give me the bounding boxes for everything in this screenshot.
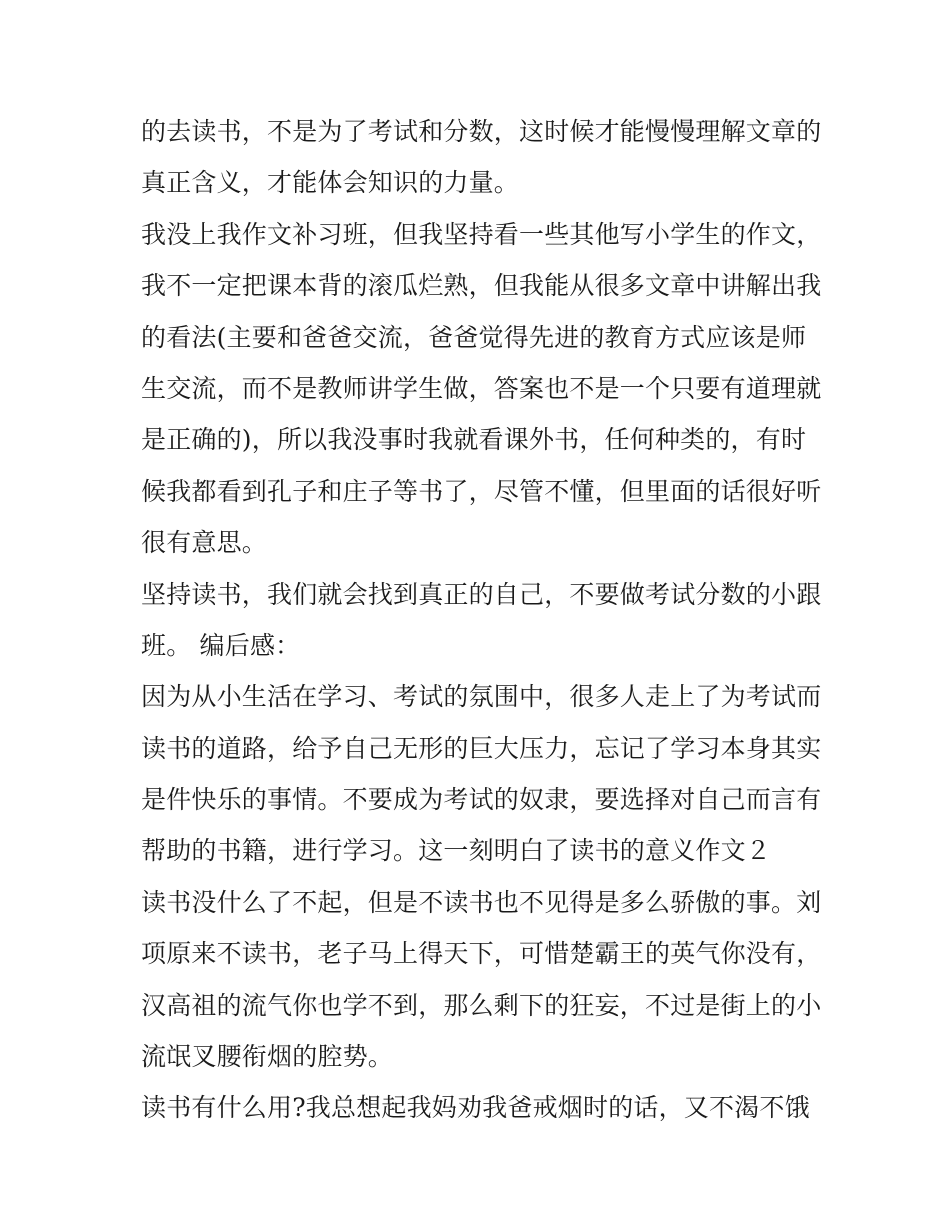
text-line: 坚持读书，我们就会找到真正的自己，不要做考试分数的小跟 [141,579,822,609]
text-line: 流氓叉腰衔烟的腔势。 [141,1042,394,1072]
text-line: 读书有什么用?我总想起我妈劝我爸戒烟时的话，又不渴不饿 [141,1093,810,1123]
text-line: 很有意思。 [141,528,268,558]
document-body [141,106,821,1134]
text-line: 项原来不读书，老子马上得天下，可惜楚霸王的英气你没有， [141,939,822,969]
text-line: 帮助的书籍，进行学习。这一刻明白了读书的意义作文２ [141,836,772,866]
text-line: 真正含义，才能体会知识的力量。 [141,168,520,198]
text-line: 读书的道路，给予自己无形的巨大压力，忘记了学习本身其实 [141,733,822,763]
text-line: 因为从小生活在学习、考试的氛围中，很多人走上了为考试而 [141,682,822,712]
text-line: 是件快乐的事情。不要成为考试的奴隶，要选择对自己而言有 [141,785,822,815]
text-line: 班。 编后感： [141,630,301,660]
text-line: 我不一定把课本背的滚瓜烂熟，但我能从很多文章中讲解出我 [141,271,822,301]
text-line: 生交流，而不是教师讲学生做，答案也不是一个只要有道理就 [141,373,822,403]
text-line: 汉高祖的流气你也学不到，那么剩下的狂妄，不过是街上的小 [141,990,822,1020]
text-line: 的去读书，不是为了考试和分数，这时候才能慢慢理解文章的 [141,117,822,146]
text-line: 读书没什么了不起，但是不读书也不见得是多么骄傲的事。刘 [141,887,822,917]
text-line: 我没上我作文补习班，但我坚持看一些其他写小学生的作文， [141,219,822,249]
text-line: 是正确的)，所以我没事时我就看课外书，任何种类的，有时 [141,425,807,455]
text-line: 的看法(主要和爸爸交流，爸爸觉得先进的教育方式应该是师 [141,322,807,352]
text-line: 候我都看到孔子和庄子等书了，尽管不懂，但里面的话很好听 [141,476,822,506]
